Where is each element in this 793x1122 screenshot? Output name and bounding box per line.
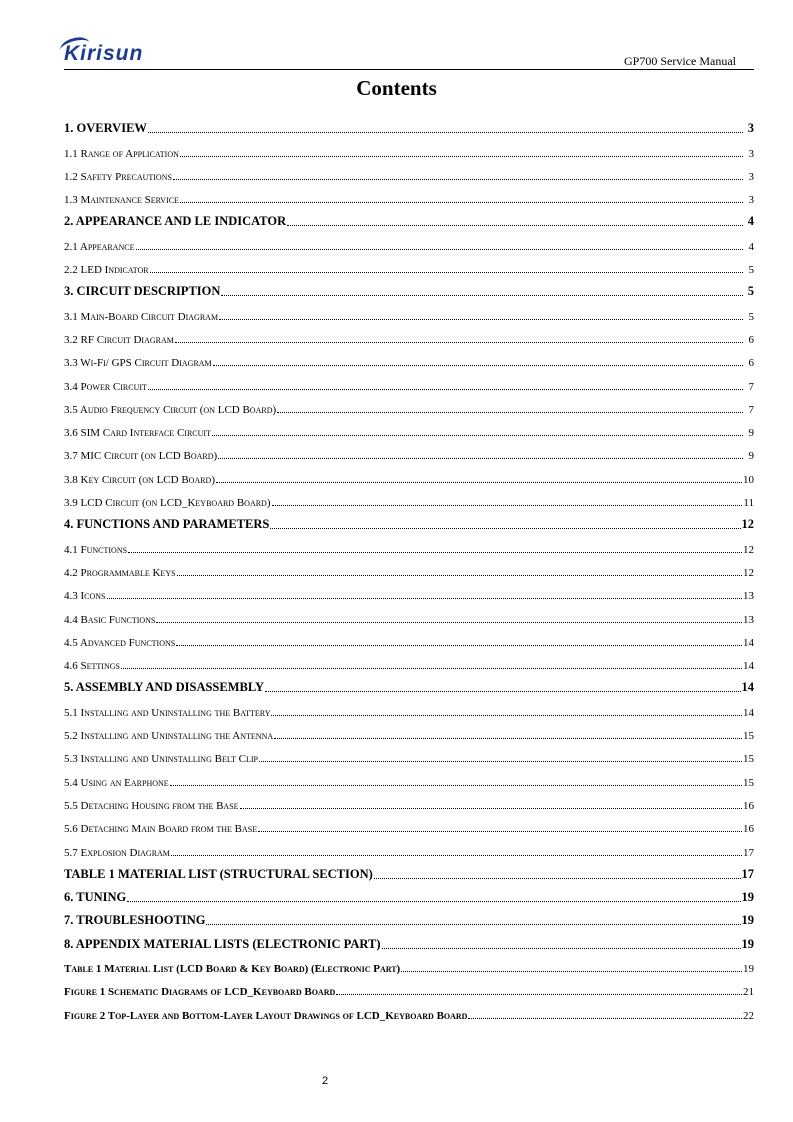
toc-entry[interactable] [64, 136, 754, 159]
toc-entry-title: 4.4 Basic Functions [64, 613, 156, 626]
toc-entry-page: 7 [748, 380, 754, 393]
toc-entry[interactable] [64, 579, 754, 602]
toc-entry-page: 13 [743, 613, 754, 626]
toc-leader-dots [128, 551, 742, 553]
toc-entry-title: 1.2 Safety Precautions [64, 170, 172, 183]
toc-entry[interactable] [64, 416, 754, 439]
toc-leader-dots [127, 900, 740, 902]
toc-entry-page: 19 [741, 913, 754, 928]
toc-leader-dots [374, 877, 741, 879]
toc-entry-page: 14 [741, 680, 754, 695]
toc-entry-title: Figure 2 Top-Layer and Bottom-Layer Layout Drawings of LCD_Keyboard Board [64, 1009, 468, 1022]
toc-entry-page: 15 [743, 776, 754, 789]
toc-entry[interactable] [64, 346, 754, 369]
toc-entry[interactable] [64, 299, 754, 322]
toc-leader-dots [274, 737, 742, 739]
toc-leader-dots [265, 690, 740, 692]
toc-leader-dots [180, 201, 743, 203]
toc-entry[interactable] [64, 882, 754, 905]
toc-entry[interactable] [64, 626, 754, 649]
toc-entry-page: 14 [743, 660, 754, 673]
toc-entry-page: 6 [748, 357, 754, 370]
toc-entry-title: 3.2 RF Circuit Diagram [64, 333, 174, 346]
toc-entry[interactable] [64, 649, 754, 672]
toc-leader-dots [173, 178, 743, 180]
toc-leader-dots [401, 970, 742, 972]
toc-entry[interactable] [64, 160, 754, 183]
toc-entry-page: 14 [743, 706, 754, 719]
toc-entry[interactable] [64, 928, 754, 951]
toc-entry-title: 1. OVERVIEW [64, 121, 147, 136]
toc-entry-page: 16 [743, 823, 754, 836]
toc-entry-title: 5. ASSEMBLY AND DISASSEMBLY [64, 680, 265, 695]
toc-entry-title: 3.6 SIM Card Interface Circuit [64, 427, 211, 440]
toc-entry-title: 2.2 LED Indicator [64, 264, 149, 277]
toc-leader-dots [221, 294, 743, 296]
toc-entry-page: 19 [741, 890, 754, 905]
toc-entry-title: 5.3 Installing and Uninstalling Belt Clip [64, 753, 258, 766]
toc-entry-page: 9 [748, 427, 754, 440]
toc-entry-title: 4.3 Icons [64, 590, 106, 603]
toc-leader-dots [171, 854, 742, 856]
toc-entry[interactable] [64, 486, 754, 509]
toc-entry-page: 3 [748, 170, 754, 183]
toc-entry-title: 3.9 LCD Circuit (on LCD_Keyboard Board) [64, 497, 271, 510]
toc-entry[interactable] [64, 742, 754, 765]
toc-leader-dots [468, 1017, 742, 1019]
contents-title: Contents [356, 76, 437, 100]
toc-entry-page: 4 [747, 214, 754, 229]
toc-leader-dots [216, 481, 742, 483]
toc-entry[interactable] [64, 113, 754, 136]
toc-entry[interactable] [64, 229, 754, 252]
toc-entry[interactable] [64, 323, 754, 346]
toc-entry-title: 5.1 Installing and Uninstalling the Battery [64, 706, 271, 719]
logo-text: Kirisun [64, 42, 144, 65]
toc-entry-title: 1.1 Range of Application [64, 147, 179, 160]
toc-entry-page: 21 [743, 986, 754, 999]
toc-entry-page: 11 [743, 497, 754, 510]
toc-leader-dots [287, 224, 743, 226]
toc-entry[interactable] [64, 602, 754, 625]
toc-entry-title: Table 1 Material List (LCD Board & Key Board) (Electronic Part) [64, 962, 401, 975]
toc-leader-dots [156, 621, 742, 623]
toc-leader-dots [219, 318, 743, 320]
toc-entry-title: 3.4 Power Circuit [64, 380, 147, 393]
toc-leader-dots [148, 131, 743, 133]
toc-entry-page: 5 [747, 284, 754, 299]
toc-entry[interactable] [64, 835, 754, 858]
toc-entry-page: 16 [743, 799, 754, 812]
toc-entry[interactable] [64, 206, 754, 229]
toc-entry[interactable] [64, 556, 754, 579]
toc-leader-dots [148, 388, 743, 390]
toc-entry-title: 4.6 Settings [64, 660, 120, 673]
toc-entry[interactable] [64, 998, 754, 1021]
toc-entry[interactable] [64, 905, 754, 928]
toc-entry-page: 5 [748, 264, 754, 277]
toc-entry[interactable] [64, 789, 754, 812]
toc-entry-page: 9 [748, 450, 754, 463]
toc-leader-dots [176, 644, 742, 646]
toc-entry-title: 4.1 Functions [64, 543, 128, 556]
toc-leader-dots [212, 434, 743, 436]
toc-entry-title: 5.5 Detaching Housing from the Base [64, 799, 239, 812]
toc-entry-title: Figure 1 Schematic Diagrams of LCD_Keyboard Board [64, 986, 336, 999]
toc-leader-dots [382, 947, 741, 949]
toc-leader-dots [213, 364, 743, 366]
kirisun-logo [64, 42, 143, 66]
toc-entry-page: 7 [748, 403, 754, 416]
toc-leader-dots [218, 457, 743, 459]
toc-entry-title: 3. CIRCUIT DESCRIPTION [64, 284, 221, 299]
toc-leader-dots [271, 714, 742, 716]
toc-entry-title: 5.2 Installing and Uninstalling the Antenna [64, 730, 274, 743]
toc-entry[interactable] [64, 439, 754, 462]
toc-leader-dots [277, 411, 743, 413]
toc-entry-title: 5.4 Using an Earphone [64, 776, 169, 789]
toc-leader-dots [177, 574, 742, 576]
toc-entry-page: 22 [743, 1009, 754, 1022]
toc-entry-page: 3 [748, 194, 754, 207]
toc-leader-dots [259, 760, 742, 762]
toc-leader-dots [150, 271, 743, 273]
toc-entry[interactable] [64, 975, 754, 998]
toc-entry-title: 2. APPEARANCE AND LE INDICATOR [64, 214, 287, 229]
page-header [64, 40, 754, 70]
toc-entry-page: 6 [748, 333, 754, 346]
toc-entry-title: 7. TROUBLESHOOTING [64, 913, 206, 928]
toc-entry-title: 6. TUNING [64, 890, 127, 905]
toc-leader-dots [240, 807, 742, 809]
toc-leader-dots [121, 667, 742, 669]
toc-entry-page: 19 [741, 936, 754, 951]
toc-entry-page: 12 [743, 543, 754, 556]
toc-entry-title: 4.5 Advanced Functions [64, 636, 176, 649]
toc-entry[interactable] [64, 952, 754, 975]
toc-entry-page: 4 [748, 240, 754, 253]
toc-entry-page: 19 [743, 962, 754, 975]
toc-leader-dots [107, 597, 742, 599]
toc-leader-dots [175, 341, 743, 343]
toc-entry-page: 12 [741, 517, 754, 532]
toc-entry[interactable] [64, 369, 754, 392]
toc-entry-page: 3 [748, 147, 754, 160]
table-of-contents [64, 113, 754, 1022]
toc-entry-title: 4.2 Programmable Keys [64, 566, 176, 579]
toc-entry[interactable] [64, 462, 754, 485]
toc-entry-title: 1.3 Maintenance Service [64, 194, 179, 207]
toc-entry-title: 5.7 Explosion Diagram [64, 846, 170, 859]
toc-entry[interactable] [64, 253, 754, 276]
toc-entry[interactable] [64, 509, 754, 532]
page-number: 2 [321, 1075, 329, 1087]
toc-entry-page: 10 [743, 473, 754, 486]
toc-entry-page: 3 [747, 121, 754, 136]
toc-leader-dots [270, 527, 740, 529]
header-title: GP700 Service Manual [624, 54, 736, 68]
toc-entry[interactable] [64, 393, 754, 416]
toc-leader-dots [258, 830, 742, 832]
toc-entry[interactable] [64, 812, 754, 835]
toc-entry[interactable] [64, 859, 754, 882]
toc-entry[interactable] [64, 672, 754, 695]
toc-entry-title: 3.1 Main-Board Circuit Diagram [64, 310, 219, 323]
toc-entry-page: 14 [743, 636, 754, 649]
toc-leader-dots [170, 784, 742, 786]
toc-leader-dots [206, 923, 740, 925]
toc-entry-page: 15 [743, 730, 754, 743]
toc-leader-dots [180, 155, 743, 157]
toc-entry[interactable] [64, 695, 754, 718]
toc-entry[interactable] [64, 719, 754, 742]
toc-entry-page: 13 [743, 590, 754, 603]
toc-leader-dots [272, 504, 743, 506]
toc-entry-title: TABLE 1 MATERIAL LIST (STRUCTURAL SECTION) [64, 866, 373, 881]
toc-entry[interactable] [64, 183, 754, 206]
toc-entry-page: 17 [741, 866, 754, 881]
toc-leader-dots [336, 993, 742, 995]
toc-entry-title: 5.6 Detaching Main Board from the Base [64, 823, 258, 836]
toc-entry-title: 4. FUNCTIONS AND PARAMETERS [64, 517, 270, 532]
toc-entry-page: 17 [743, 846, 754, 859]
header-rule [64, 69, 754, 70]
toc-leader-dots [136, 248, 743, 250]
toc-entry-page: 15 [743, 753, 754, 766]
toc-entry-title: 3.5 Audio Frequency Circuit (on LCD Board) [64, 403, 277, 416]
toc-entry-page: 5 [748, 310, 754, 323]
toc-entry-title: 3.7 MIC Circuit (on LCD Board) [64, 450, 218, 463]
toc-entry[interactable] [64, 765, 754, 788]
toc-entry-title: 8. APPENDIX MATERIAL LISTS (ELECTRONIC PART) [64, 936, 381, 951]
toc-entry-title: 3.3 Wi-Fi/ GPS Circuit Diagram [64, 357, 212, 370]
toc-entry-title: 3.8 Key Circuit (on LCD Board) [64, 473, 215, 486]
toc-entry[interactable] [64, 532, 754, 555]
toc-entry[interactable] [64, 276, 754, 299]
toc-entry-page: 12 [743, 566, 754, 579]
toc-entry-title: 2.1 Appearance [64, 240, 135, 253]
